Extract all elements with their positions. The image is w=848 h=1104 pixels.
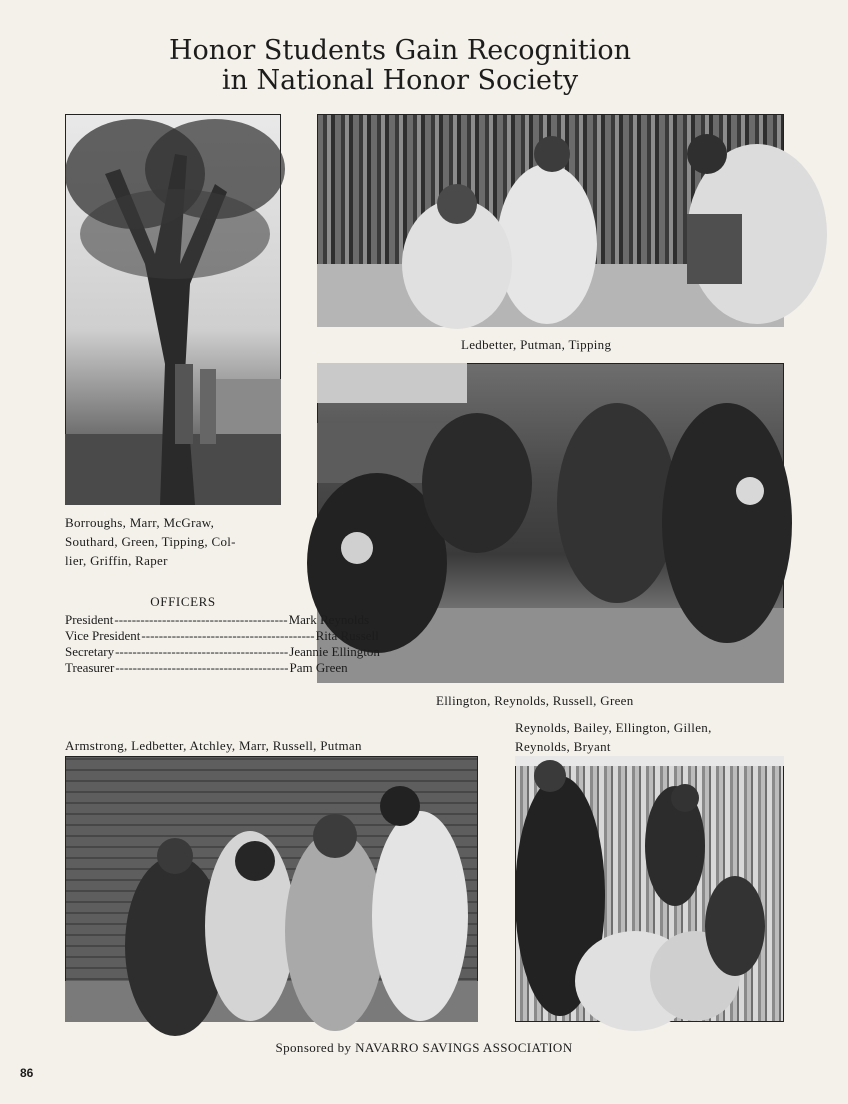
books-illustration — [515, 756, 784, 1022]
leader-dashes: ---------------------------------------- — [141, 628, 315, 643]
page-title-line-2: in National Honor Society — [221, 65, 579, 96]
leader-dashes: ---------------------------------------- — [114, 612, 288, 627]
photo-tree — [65, 114, 281, 505]
photo-library — [317, 114, 784, 327]
caption-tree — [65, 513, 236, 570]
photo-wall — [65, 756, 478, 1022]
photo-books — [515, 756, 784, 1022]
caption-books-line-2: Reynolds, Bryant — [515, 739, 611, 754]
caption-tree-line-1: Borroughs, Marr, McGraw, — [65, 515, 215, 530]
officers-list — [65, 594, 380, 676]
officer-row — [65, 612, 370, 628]
officer-name: Mark Reynolds — [288, 612, 370, 627]
officer-row — [65, 628, 379, 644]
officers-heading: OFFICERS — [150, 594, 216, 609]
officer-role: President — [65, 612, 114, 627]
officer-name: Rita Russell — [315, 628, 379, 643]
leader-dashes: ---------------------------------------- — [115, 660, 289, 675]
officer-name: Pam Green — [289, 660, 348, 675]
caption-books-line-1: Reynolds, Bailey, Ellington, Gillen, — [515, 720, 712, 735]
page-title — [0, 36, 800, 96]
page-number: 86 — [20, 1066, 34, 1080]
tree-illustration — [65, 114, 281, 505]
caption-tree-line-3: lier, Griffin, Raper — [65, 553, 168, 568]
caption-library: Ledbetter, Putman, Tipping — [461, 337, 612, 352]
caption-wall: Armstrong, Ledbetter, Atchley, Marr, Russell, Putman — [65, 738, 362, 753]
caption-grass: Ellington, Reynolds, Russell, Green — [436, 693, 634, 708]
officer-row — [65, 644, 380, 660]
officer-role: Treasurer — [65, 660, 115, 675]
officer-name: Jeannie Ellington — [289, 644, 380, 659]
photo-grass — [317, 363, 784, 683]
leader-dashes: ---------------------------------------- — [115, 644, 289, 659]
officer-row — [65, 660, 348, 676]
officer-role: Secretary — [65, 644, 115, 659]
wall-illustration — [65, 756, 478, 1022]
officer-role: Vice President — [65, 628, 141, 643]
grass-illustration — [317, 363, 784, 683]
sponsor-line: Sponsored by NAVARRO SAVINGS ASSOCIATION — [275, 1040, 573, 1055]
page-title-line-1: Honor Students Gain Recognition — [168, 35, 631, 66]
library-illustration — [317, 114, 784, 327]
caption-tree-line-2: Southard, Green, Tipping, Col- — [65, 534, 236, 549]
caption-books — [515, 718, 712, 756]
